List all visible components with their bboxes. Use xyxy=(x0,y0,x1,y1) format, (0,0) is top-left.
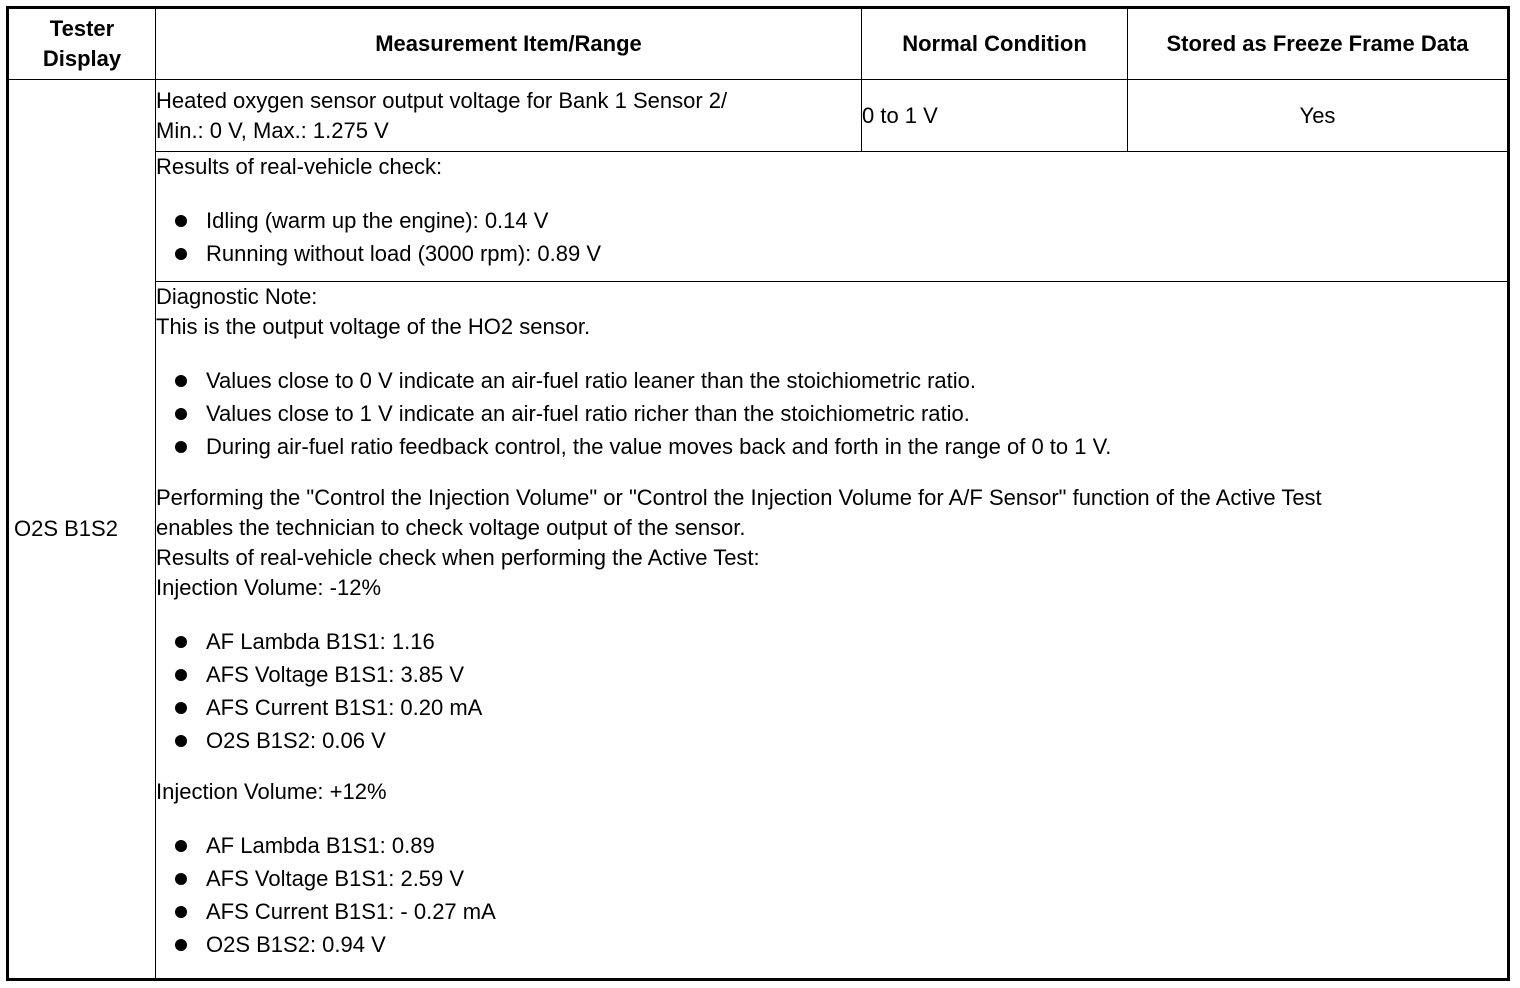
list-item: AFS Current B1S1: - 0.27 mA xyxy=(156,895,1507,928)
list-item: AFS Voltage B1S1: 3.85 V xyxy=(156,658,1507,691)
header-freeze-frame: Stored as Freeze Frame Data xyxy=(1128,8,1509,80)
injection-plus-list xyxy=(156,829,1507,961)
list-item: O2S B1S2: 0.06 V xyxy=(156,724,1507,757)
list-item: Values close to 0 V indicate an air-fuel ratio leaner than the stoichiometric ratio. xyxy=(156,364,1507,397)
row-diagnostic-note xyxy=(8,282,1509,980)
real-vehicle-check-cell xyxy=(156,152,1509,282)
diagnostic-note-intro: This is the output voltage of the HO2 sensor. xyxy=(156,314,591,339)
list-item: Running without load (3000 rpm): 0.89 V xyxy=(156,237,1507,270)
diagnostic-note-list xyxy=(156,364,1507,463)
list-item: O2S B1S2: 0.94 V xyxy=(156,928,1507,961)
measurement-line-1: Heated oxygen sensor output voltage for Bank 1 Sensor 2/ xyxy=(156,87,728,113)
list-item: AFS Voltage B1S1: 2.59 V xyxy=(156,862,1507,895)
row-measurement xyxy=(8,80,1509,152)
measurement-line-2: Min.: 0 V, Max.: 1.275 V xyxy=(156,117,389,143)
header-tester-display xyxy=(8,8,156,80)
injection-minus-list xyxy=(156,625,1507,757)
list-item: During air-fuel ratio feedback control, the value moves back and forth in the range of 0 to 1 V. xyxy=(156,430,1507,463)
real-vehicle-check-list xyxy=(156,204,1507,270)
active-test-paragraph-line-1: Performing the "Control the Injection Volume" or "Control the Injection Volume for A/F Sensor" function of the Active Test xyxy=(156,485,1322,510)
real-vehicle-check-heading: Results of real-vehicle check: xyxy=(156,154,443,179)
diagnostic-note-cell xyxy=(156,282,1509,980)
tester-display-value: O2S B1S2 xyxy=(14,516,118,541)
measurement-cell xyxy=(156,80,862,152)
row-real-vehicle-check xyxy=(8,152,1509,282)
injection-plus-label: Injection Volume: +12% xyxy=(156,779,387,804)
list-item: AF Lambda B1S1: 0.89 xyxy=(156,829,1507,862)
tester-display-cell xyxy=(8,80,156,980)
freeze-frame-cell: Yes xyxy=(1128,80,1509,152)
active-test-paragraph-line-2: enables the technician to check voltage output of the sensor. xyxy=(156,515,746,540)
spacer xyxy=(156,463,1507,483)
header-measurement: Measurement Item/Range xyxy=(156,8,862,80)
list-item: AF Lambda B1S1: 1.16 xyxy=(156,625,1507,658)
diagnostic-note-heading: Diagnostic Note: xyxy=(156,284,318,309)
list-item: AFS Current B1S1: 0.20 mA xyxy=(156,691,1507,724)
active-test-paragraph-line-3: Results of real-vehicle check when performing the Active Test: xyxy=(156,545,760,570)
list-item: Values close to 1 V indicate an air-fuel ratio richer than the stoichiometric ratio. xyxy=(156,397,1507,430)
header-row xyxy=(8,8,1509,80)
header-normal-condition: Normal Condition xyxy=(862,8,1128,80)
header-tester-display-text: Tester Display xyxy=(42,16,122,71)
list-item: Idling (warm up the engine): 0.14 V xyxy=(156,204,1507,237)
data-list-table xyxy=(6,6,1510,981)
injection-minus-label: Injection Volume: -12% xyxy=(156,575,382,600)
spacer xyxy=(156,757,1507,777)
normal-condition-cell: 0 to 1 V xyxy=(862,80,1128,152)
